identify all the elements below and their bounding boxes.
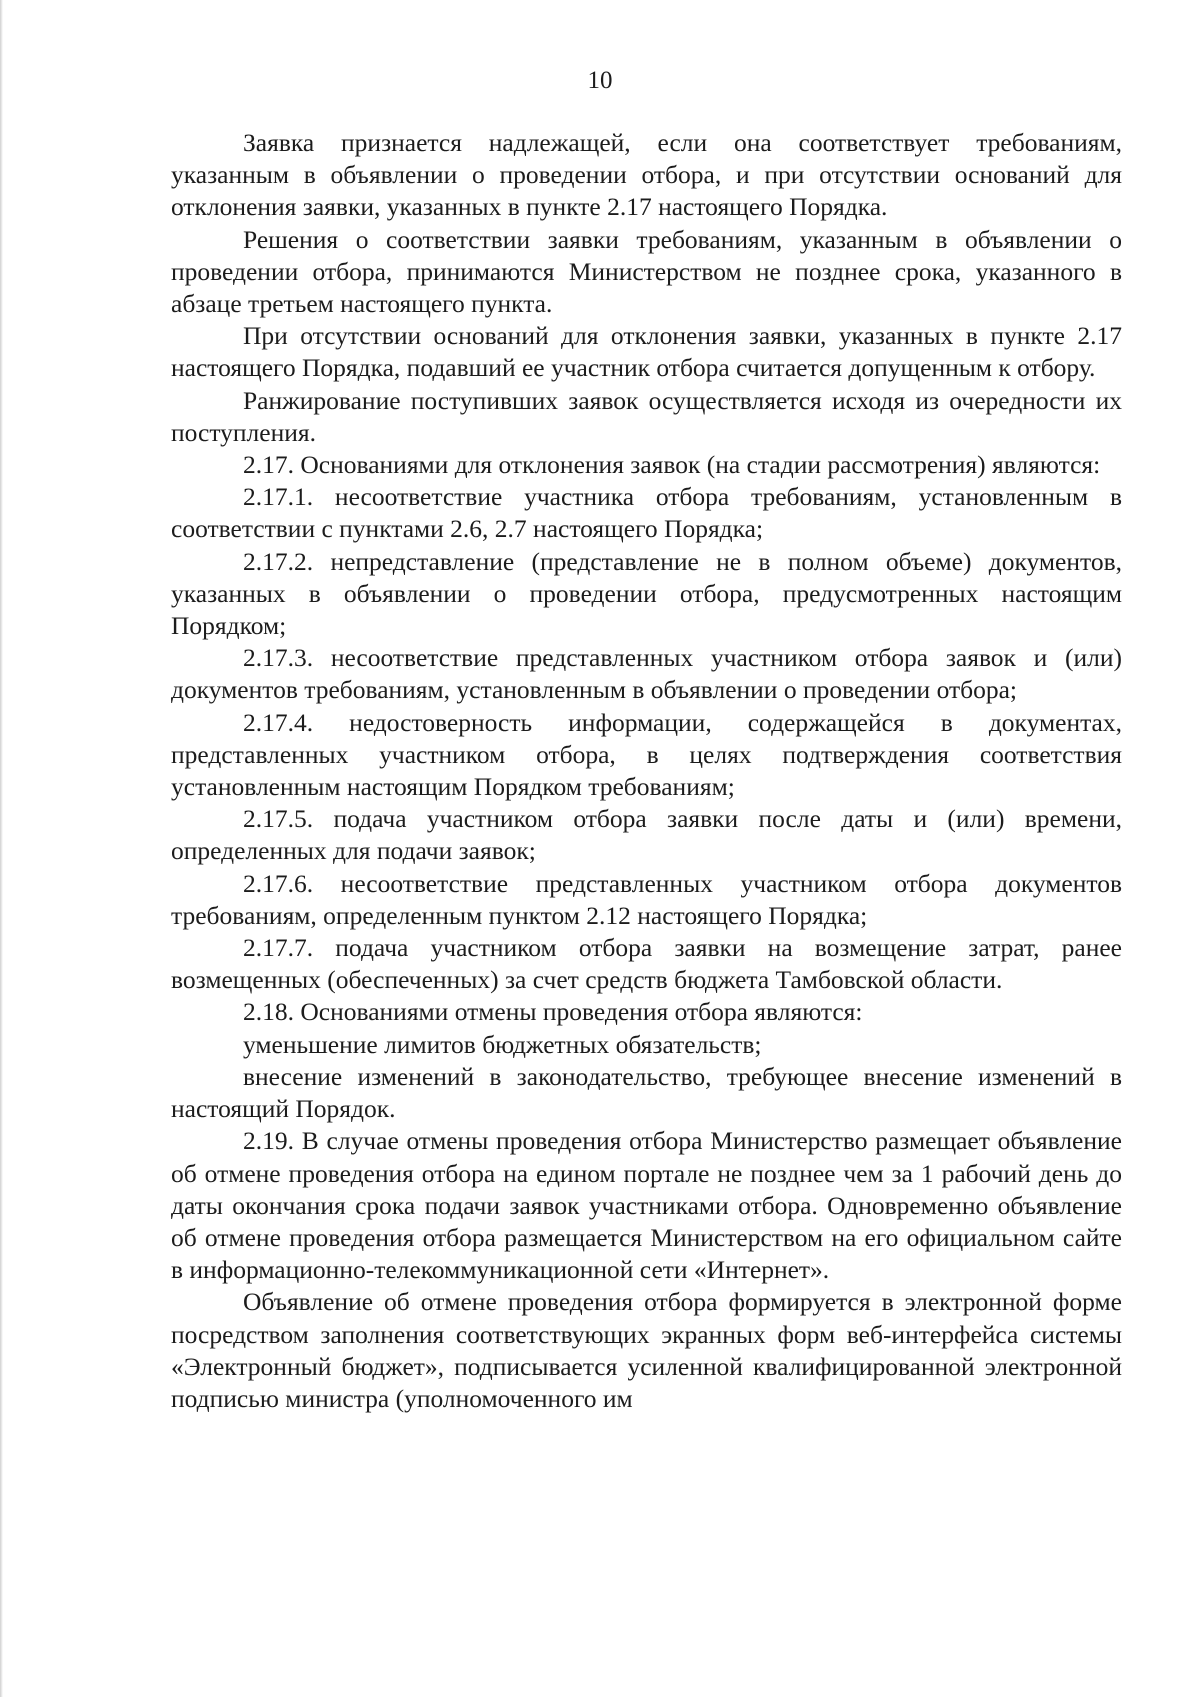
paragraph: При отсутствии оснований для отклонения заявки, указанных в пункте 2.17 настоящего Порядка, подавший ее участник отбора считается допущенным к отбору. [171,321,1122,383]
paragraph: 2.17.1. несоответствие участника отбора требованиям, установленным в соответствии с пунктами 2.6, 2.7 настоящего Порядка; [171,482,1122,544]
paragraph: 2.17.3. несоответствие представленных участником отбора заявок и (или) документов требованиям, установленным в объявлении о проведении отбора; [171,643,1122,705]
paragraph: 2.18. Основаниями отмены проведения отбора являются: [243,997,863,1027]
paragraph: 2.17. Основаниями для отклонения заявок (на стадии рассмотрения) являются: [243,450,1101,480]
paragraph: уменьшение лимитов бюджетных обязательств; [243,1029,762,1059]
paragraph: 2.17.5. подача участником отбора заявки после даты и (или) времени, определенных для подачи заявок; [171,804,1122,866]
paragraph: 2.17.7. подача участником отбора заявки на возмещение затрат, ранее возмещенных (обеспеченных) за счет средств бюджета Тамбовской области. [171,933,1122,995]
paragraph: Решения о соответствии заявки требованиям, указанным в объявлении о проведении отбора, принимаются Министерством не позднее срока, указанного в абзаце третьем настоящего пункта. [171,224,1122,319]
paragraph: Заявка признается надлежащей, если она соответствует требованиям, указанным в объявлении о проведении отбора, и при отсутствии оснований для отклонения заявки, указанных в пункте 2.17 настоящего Порядка. [171,128,1122,222]
document-body [171,127,1122,1415]
paragraph: Объявление об отмене проведения отбора формируется в электронной форме посредством заполнения соответствующих экранных форм веб-интерфейса системы «Электронный бюджет», подписывается усиленной квалифицированной электронной подписью министра (уполномоченного им [171,1287,1122,1413]
paragraph: 2.17.4. недостоверность информации, содержащейся в документах, представленных участником отбора, в целях подтверждения соответствия установленным настоящим Порядком требованиям; [171,707,1122,802]
paragraph: 2.17.2. непредставление (представление не в полном объеме) документов, указанных в объявлении о проведении отбора, предусмотренных настоящим Порядком; [171,546,1122,641]
paragraph: 2.19. В случае отмены проведения отбора Министерство размещает объявление об отмене проведения отбора на едином портале не позднее чем за 1 рабочий день до даты окончания срока подачи заявок участниками отбора. Одновременно объявление об отмене проведения отбора размещается Министерством на его официальном сайте в информационно-телекоммуникационной сети «Интернет». [171,1126,1122,1285]
scan-edge [0,0,3,1697]
paragraph: внесение изменений в законодательство, требующее внесение изменений в настоящий Порядок. [171,1061,1122,1124]
page-number: 10 [587,67,613,94]
paragraph: 2.17.6. несоответствие представленных участником отбора документов требованиям, определенным пунктом 2.12 настоящего Порядка; [171,868,1122,930]
paragraph: Ранжирование поступивших заявок осуществляется исходя из очередности их поступления. [171,385,1122,447]
